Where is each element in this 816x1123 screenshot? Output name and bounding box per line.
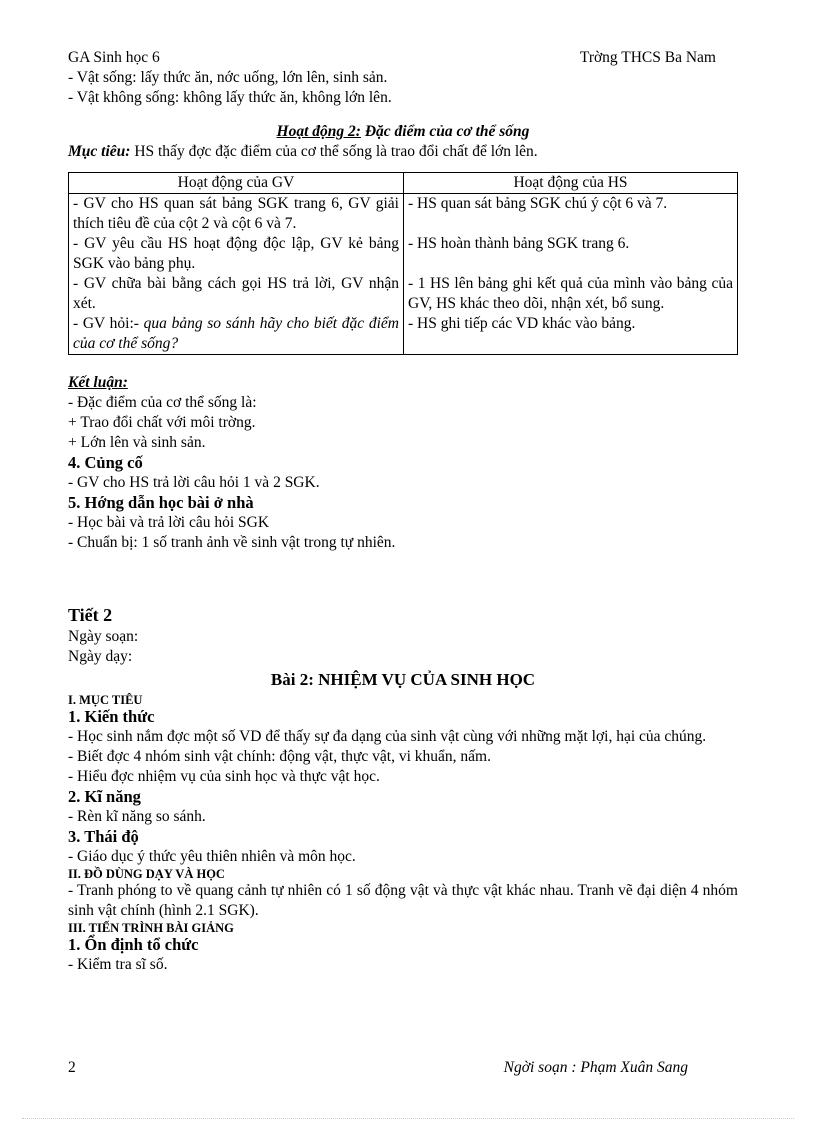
hs-step: - HS quan sát bảng SGK chú ý cột 6 và 7. [408, 195, 668, 212]
lesson-period: Tiết 2 [68, 605, 113, 625]
activity-2-goal [68, 142, 738, 162]
page-header [68, 48, 738, 68]
consolidate-line: - GV cho HS trả lời câu hỏi 1 và 2 SGK. [68, 474, 320, 491]
table-header-hs: Hoạt động của HS [404, 173, 738, 194]
attitude-line: - Giáo dục ý thức yêu thiên nhiên và môn học. [68, 848, 356, 865]
table-header-row [69, 173, 738, 194]
gv-question-prefix: - GV hỏi:- [73, 315, 144, 332]
lesson-number: Bài 2: [270, 670, 319, 689]
gv-step: - GV chữa bài bằng cách gọi HS trả lời, GV nhận xét. [73, 275, 399, 312]
spacer [408, 254, 733, 274]
skills-line: - Rèn kĩ năng so sánh. [68, 808, 206, 825]
homework-heading: 5. Hớng dẫn học bài ở nhà [68, 493, 254, 512]
page-number: 2 [68, 1059, 76, 1076]
organization-heading: 1. Ổn định tổ chức [68, 935, 199, 954]
header-subject: GA Sinh học 6 [68, 49, 160, 66]
lesson-name: NHIỆM VỤ CỦA SINH HỌC [318, 670, 536, 689]
conclusion-line: + Trao đổi chất với môi trờng. [68, 414, 256, 431]
goal-label: Mục tiêu: [68, 143, 131, 160]
homework-line: - Học bài và trả lời câu hỏi SGK [68, 514, 270, 531]
footer-author: Ngời soạn : Phạm Xuân Sang [503, 1059, 688, 1076]
gv-step: - GV yêu cầu HS hoạt động độc lập, GV kẻ bảng SGK vào bảng phụ. [73, 235, 399, 272]
hs-step: - HS ghi tiếp các VD khác vào bảng. [408, 315, 636, 332]
conclusion-line: - Đặc điểm của cơ thể sống là: [68, 394, 257, 411]
goal-text: HS thấy đợc đặc điểm của cơ thể sống là trao đổi chất để lớn lên. [130, 143, 538, 160]
materials-text: - Tranh phóng to về quang cảnh tự nhiên có 1 số động vật và thực vật khác nhau. Tranh vẽ đại diện 4 nhóm sinh vật chính (hình 2.1 SGK). [68, 882, 738, 919]
gv-question [73, 314, 399, 354]
table-header-gv: Hoạt động của GV [69, 173, 404, 194]
knowledge-heading: 1. Kiến thức [68, 707, 155, 726]
teach-date: Ngày dạy: [68, 648, 133, 665]
skills-heading: 2. Kĩ năng [68, 787, 141, 806]
activity-2-name: Đặc điểm của cơ thể sống [360, 123, 530, 140]
knowledge-line: - Hiểu đợc nhiệm vụ của sinh học và thực vật học. [68, 768, 380, 785]
gv-question-text: qua bảng so sánh hãy cho biết đặc điểm của cơ thể sống? [73, 315, 399, 352]
intro-line: - Vật sống: lấy thức ăn, nớc uống, lớn lên, sinh sản. [68, 69, 388, 86]
conclusion-line: + Lớn lên và sinh sản. [68, 434, 206, 451]
gv-cell [69, 194, 404, 355]
prep-date: Ngày soạn: [68, 628, 139, 645]
activity-2-label: Hoạt động 2: [276, 123, 361, 140]
materials-heading: II. ĐỒ DÙNG DẠY VÀ HỌC [68, 867, 225, 881]
page-footer [68, 1058, 708, 1078]
page-bottom-divider [22, 1118, 794, 1119]
homework-line: - Chuẩn bị: 1 số tranh ảnh về sinh vật trong tự nhiên. [68, 534, 396, 551]
objectives-heading: I. MỤC TIÊU [68, 693, 143, 707]
organization-line: - Kiểm tra sĩ số. [68, 956, 168, 973]
table-row [69, 194, 738, 355]
knowledge-line: - Học sinh nắm đợc một số VD để thấy sự đa dạng của sinh vật cùng với những mặt lợi, hại của chúng. [68, 728, 707, 745]
attitude-heading: 3. Thái độ [68, 827, 139, 846]
activity-2-title [68, 122, 738, 142]
intro-line: - Vật không sống: không lấy thức ăn, không lớn lên. [68, 89, 392, 106]
activity-table [68, 172, 738, 355]
lesson-title [68, 667, 738, 693]
document-page [68, 48, 738, 975]
consolidate-heading: 4. Củng cố [68, 453, 143, 472]
hs-step: - HS hoàn thành bảng SGK trang 6. [408, 235, 630, 252]
gv-step: - GV cho HS quan sát bảng SGK trang 6, GV giải thích tiêu đề của cột 2 và cột 6 và 7. [73, 195, 399, 232]
knowledge-line: - Biết đợc 4 nhóm sinh vật chính: động vật, thực vật, vi khuẩn, nấm. [68, 748, 491, 765]
header-school: Trờng THCS Ba Nam [579, 49, 716, 66]
conclusion-label: Kết luận: [68, 374, 128, 391]
hs-step: - 1 HS lên bảng ghi kết quả của mình vào bảng của GV, HS khác theo dõi, nhận xét, bổ sung. [408, 275, 733, 312]
hs-cell [404, 194, 738, 355]
spacer [408, 214, 733, 234]
procedure-heading: III. TIẾN TRÌNH BÀI GIẢNG [68, 921, 234, 935]
